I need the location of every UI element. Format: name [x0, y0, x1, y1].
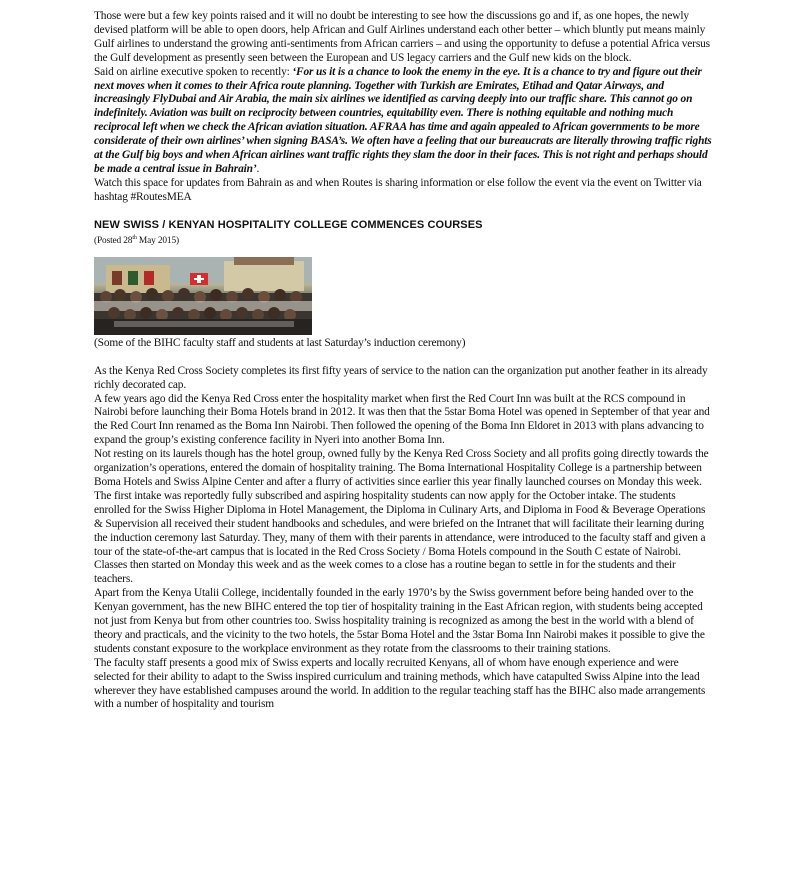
- posted-date: (Posted 28th May 2015): [94, 234, 179, 246]
- article-paragraph: The first intake was reportedly fully subscribed and aspiring hospitality students can now apply for the October intake. The students enrolled for the Swiss Higher Diploma in Hotel Management, the Diploma in Culinary Arts, and Diploma in Food & Beverage Operations & Supervision all received their student handbooks and schedules, and were briefed on the Intranet that will facilitate their learning during the induction ceremony last Saturday. They, many of them with their parents in attendance, were introduced to the faculty staff and given a tour of the state-of-the-art campus that is located in the Red Cross Society / Boma Hotels compound in the South C estate of Nairobi. Classes then started on Monday this week and as the week comes to a close has a routine began to settle in for the students and their teachers.: [94, 489, 706, 586]
- article-paragraph: As the Kenya Red Cross Society completes its first fifty years of service to the nation can the organization put another feather in its already richly decorated cap.: [94, 364, 708, 391]
- intro-paragraph: Those were but a few key points raised and it will no doubt be interesting to see how the discussions go and if, as one hopes, the newly devised platform will be able to open doors, help African and Gulf Airlines understand each other better – which bluntly put means mainly Gulf airlines to understand the growing anti-sentiments from African carriers – and using the opportunity to defuse a potential Africa versus the Gulf development as presently seen between the European and US legacy carriers and the Gulf new kids on the block.: [94, 10, 710, 64]
- article-paragraph: A few years ago did the Kenya Red Cross enter the hospitality market when first the Red Court Inn was built at the RCS compound in Nairobi before launching their Boma Hotels brand in 2012. It was then that the 5star Boma Hotel was opened in September of that year and the Red Court Inn renamed as the Boma Inn Nairobi. Then followed the opening of the Boma Inn Eldoret in 2013 with plans advancing to expand the group’s existing conference facility in Nyeri into another Boma Inn.: [94, 392, 710, 447]
- quote-lead: Said on airline executive spoken to recently:: [94, 65, 293, 78]
- group-photo: [94, 257, 312, 335]
- executive-quote: ‘For us it is a chance to look the enemy in the eye. It is a chance to try and figure out their next moves when it comes to their Africa route planning. Together with Turkish are Emirates, Etihad and Qatar Airways, and increasingly FlyDubai and Air Arabia, the main six airlines we identified as carving deeply into our traffic share. This cannot go on indefinitely. Aviation was built on reciprocity between countries, equitability even. There is nothing equitable and nothing much reciprocal left when we check the African aviation situation. AFRAA has time and again appealed to African governments to be more considerate of their own airlines’ when signing BASA’s. We often have a feeling that our bureaucrats are literally throwing traffic rights at the Gulf big boys and when African airlines want traffic rights they slam the door in their faces. This is not right and perhaps should be made a central issue in Bahrain’: [94, 65, 712, 175]
- photo-caption: (Some of the BIHC faculty staff and students at last Saturday’s induction ceremony): [94, 336, 466, 349]
- article-paragraph: Not resting on its laurels though has the hotel group, owned fully by the Kenya Red Cross Society and all profits going directly towards the organization’s operations, entered the domain of hospitality training. The Boma International Hospitality College is a partnership between Boma Hotels and Swiss Alpine Center and after a flurry of activities since earlier this year finally launched courses on Monday this week.: [94, 448, 709, 488]
- watch-paragraph: Watch this space for updates from Bahrain as and when Routes is sharing information or else follow the event via the event on Twitter via hashtag #RoutesMEA: [94, 176, 702, 203]
- article-paragraph: Apart from the Kenya Utalii College, incidentally founded in the early 1970’s by the Swiss government before being handed over to the Kenyan government, has the new BIHC entered the top tier of hospitality training in the East African region, with students being accepted not just from Kenya but from other countries too. Swiss hospitality training is recognized as among the best in the world with a blend of theory and practicals, and the vicinity to the two hotels, the 5star Boma Hotel and the 3star Boma Inn Nairobi makes it possible to give the students constant exposure to the workplace environment as they rotate from the classrooms to their training stations.: [94, 587, 705, 655]
- article-paragraph: The faculty staff presents a good mix of Swiss experts and locally recruited Kenyans, all of whom have enough experience and were selected for their ability to adapt to the Swiss inspired curriculum and training methods, which have catapulted Swiss Alpine into the lead wherever they have established campuses around the world. In addition to the regular teaching staff has the BIHC also made arrangements with a number of hospitality and tourism: [94, 656, 706, 711]
- quote-end: .: [256, 162, 260, 175]
- article-heading: NEW SWISS / KENYAN HOSPITALITY COLLEGE COMMENCES COURSES: [94, 218, 483, 231]
- quote-paragraph: [94, 66, 712, 177]
- document-page: [94, 10, 712, 712]
